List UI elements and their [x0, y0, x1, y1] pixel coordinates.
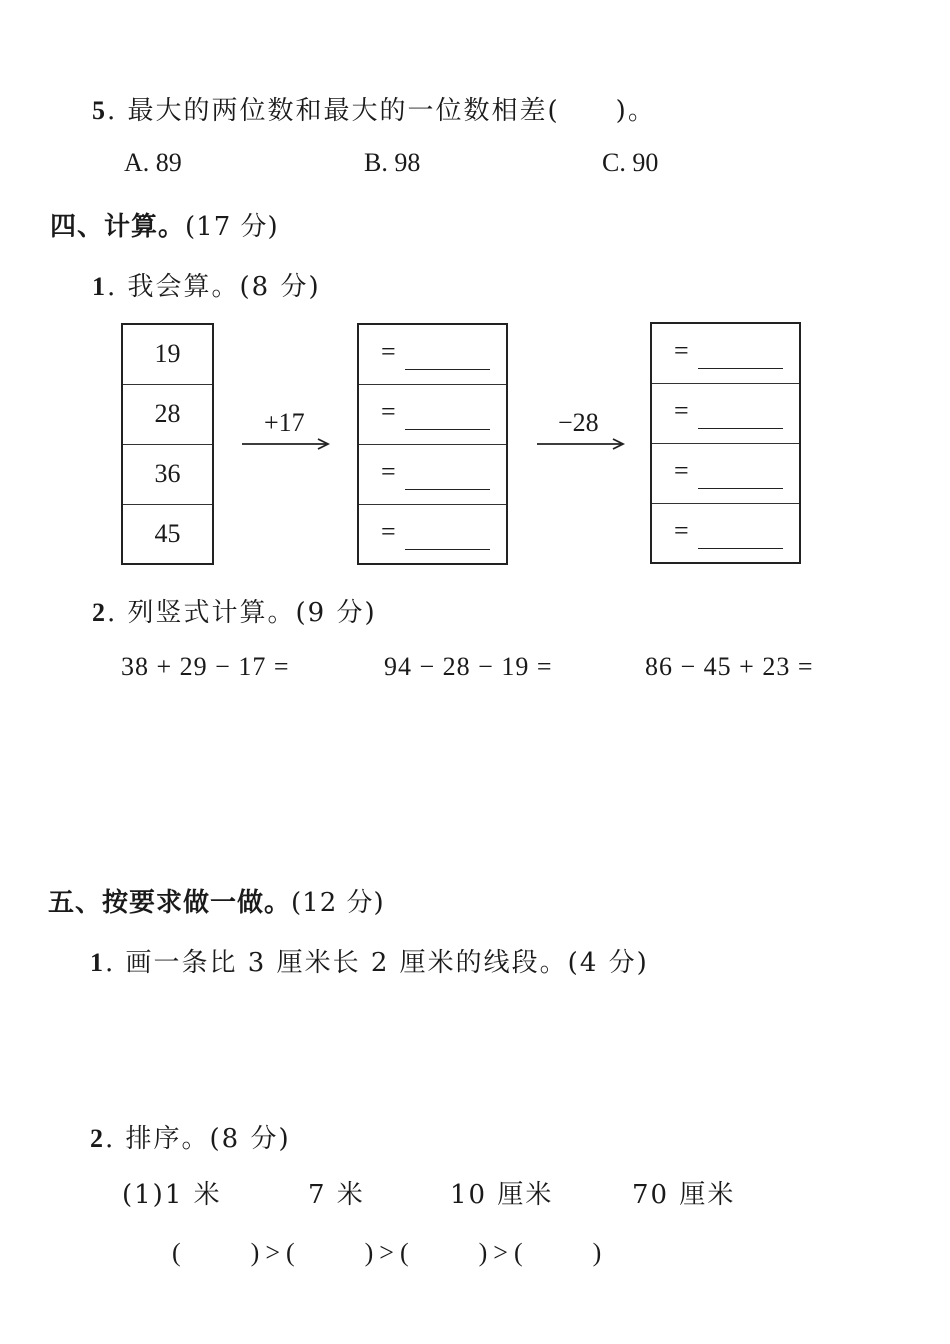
expression-2: 94 − 28 − 19 =: [384, 652, 553, 681]
value-cell: 45: [154, 519, 181, 548]
option-c: C. 90: [602, 148, 659, 177]
answer-blank[interactable]: [405, 549, 490, 550]
section-points: (17 分): [185, 212, 279, 242]
arrow-right-icon: [535, 436, 627, 452]
answer-cell[interactable]: =: [652, 384, 799, 444]
answer-cell[interactable]: =: [359, 445, 506, 505]
option-a: A. 89: [124, 148, 182, 177]
value-cell: 19: [123, 325, 212, 385]
answer-blank[interactable]: [405, 429, 490, 430]
answer-blank[interactable]: [698, 428, 783, 429]
question-text: . 排序。(8 分): [105, 1124, 291, 1154]
answer-table-1: [357, 323, 508, 565]
answer-blank[interactable]: [698, 368, 783, 369]
order-answer-line[interactable]: ( )>( )>( )>( ): [172, 1238, 608, 1267]
section-4-sub-1: [92, 266, 321, 303]
value-cell: 28: [123, 385, 212, 445]
question-text: . 最大的两位数和最大的一位数相差( )。: [107, 96, 656, 126]
operation-plus-17: +17: [264, 408, 305, 437]
section-5-sub-1: [90, 942, 649, 979]
answer-cell[interactable]: =: [359, 385, 506, 445]
value-cell: 36: [123, 445, 212, 505]
question-text: . 画一条比 3 厘米长 2 厘米的线段。(4 分): [105, 948, 649, 978]
expression-3: 86 − 45 + 23 =: [645, 652, 814, 681]
question-text: . 我会算。(8 分): [107, 272, 321, 302]
answer-cell[interactable]: =: [652, 444, 799, 504]
question-number: 5: [92, 96, 107, 125]
answer-cell[interactable]: =: [652, 324, 799, 384]
answer-cell[interactable]: =: [652, 504, 799, 564]
section-5-sub-2: [90, 1118, 291, 1155]
expression-1: 38 + 29 − 17 =: [121, 652, 290, 681]
section-points: (12 分): [291, 888, 385, 918]
section-4-heading: [50, 206, 279, 243]
operation-minus-28: −28: [558, 408, 599, 437]
start-values-table: [121, 323, 214, 565]
question-number: 1: [92, 272, 107, 301]
answer-table-2: [650, 322, 801, 564]
answer-cell[interactable]: =: [359, 325, 506, 385]
question-number: 2: [92, 598, 107, 627]
answer-blank[interactable]: [698, 548, 783, 549]
sort-item: 70 厘米: [632, 1180, 736, 1210]
question-text: . 列竖式计算。(9 分): [107, 598, 377, 628]
answer-cell[interactable]: =: [359, 505, 506, 565]
section-title: 四、计算。: [50, 212, 186, 242]
question-5: [92, 90, 656, 127]
question-number: 1: [90, 948, 105, 977]
option-b: B. 98: [364, 148, 421, 177]
arrow-right-icon: [240, 436, 332, 452]
sort-item: 7 米: [308, 1180, 365, 1210]
section-5-heading: [48, 882, 385, 919]
sort-item: 1 米: [164, 1180, 222, 1210]
answer-blank[interactable]: [405, 489, 490, 490]
sort-items-row: [122, 1174, 222, 1211]
sort-item: 10 厘米: [450, 1180, 554, 1210]
answer-blank[interactable]: [698, 488, 783, 489]
section-4-sub-2: [92, 592, 377, 629]
section-title: 五、按要求做一做。: [48, 888, 292, 918]
question-number: 2: [90, 1124, 105, 1153]
item-label: (1): [122, 1180, 165, 1210]
answer-blank[interactable]: [405, 369, 490, 370]
